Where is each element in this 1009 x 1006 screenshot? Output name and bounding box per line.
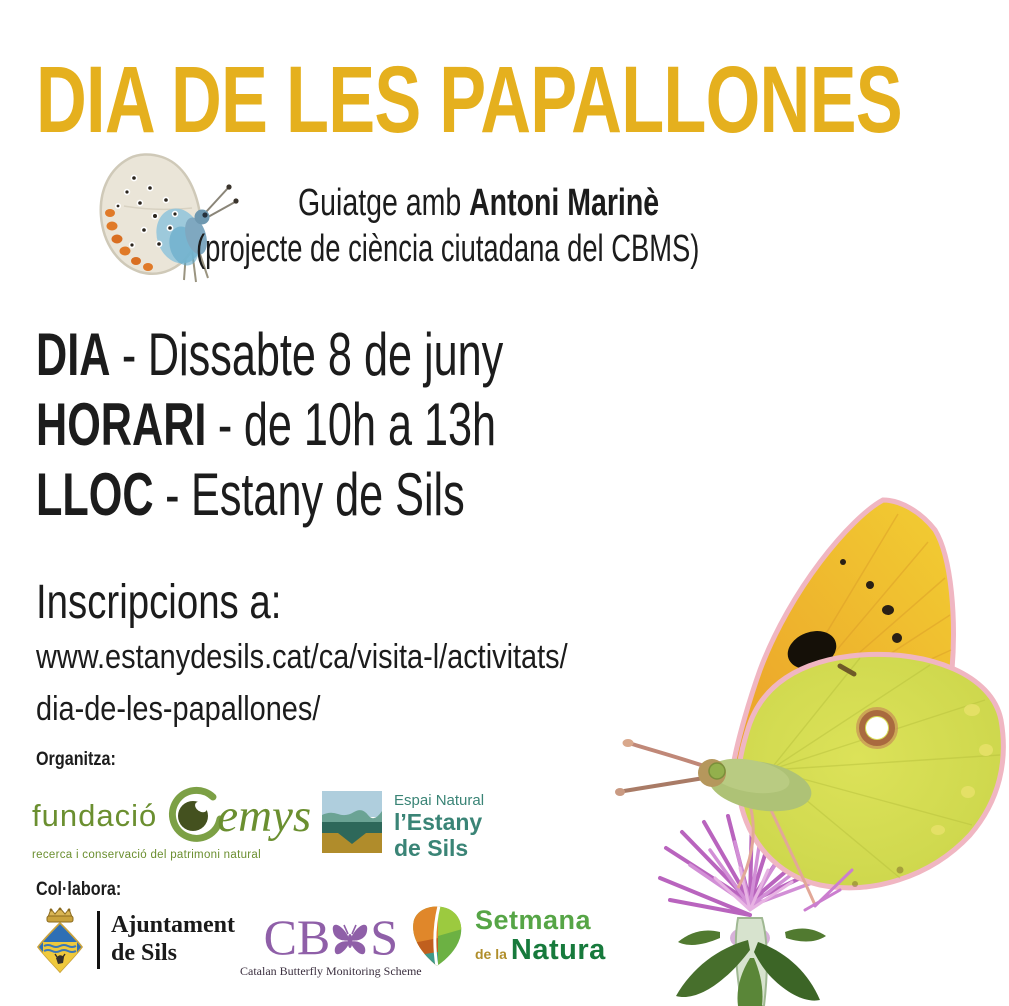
detail-separator: - (217, 391, 233, 458)
detail-row-lloc (36, 461, 685, 535)
logo-divider (97, 911, 100, 969)
detail-value: de 10h a 13h (243, 391, 497, 458)
sils-coat-of-arms-icon (34, 906, 86, 974)
emys-eye-icon (163, 786, 225, 846)
emys-tagline: recerca i conservació del patrimoni natural (32, 849, 261, 861)
common-blue-butterfly-icon (80, 150, 240, 300)
de-la-word: de la (475, 946, 507, 962)
ajuntament-line2: de Sils (111, 940, 178, 966)
estany-line1: Espai Natural (394, 792, 485, 809)
estany-landscape-icon (322, 791, 382, 853)
detail-separator: - (165, 461, 180, 528)
detail-value: Estany de Sils (191, 461, 465, 528)
detail-label: DIA (36, 321, 111, 388)
subtitle-guide (298, 184, 779, 222)
cbms-butterfly-icon (328, 918, 372, 960)
registration-url-line1: www.estanydesils.cat/ca/visita-l/activitats/ (36, 638, 568, 676)
detail-row-dia (36, 321, 685, 395)
subtitle-prefix: Guiatge amb (298, 182, 470, 224)
setmana-leaf-icon (408, 904, 466, 968)
detail-separator: - (121, 321, 137, 388)
page-title: DIA DE LES PAPALLONES (36, 47, 902, 153)
detail-value: Dissabte 8 de juny (147, 321, 504, 388)
cbms-suffix: S (370, 909, 399, 965)
event-details (36, 321, 685, 535)
detail-label: HORARI (36, 391, 207, 458)
estany-line2: l’Estany (394, 808, 483, 835)
detail-row-horari (36, 391, 685, 465)
cbms-prefix: CB (263, 909, 331, 965)
setmana-natura-logo (408, 904, 606, 968)
cbms-tagline: Catalan Butterfly Monitoring Scheme (240, 964, 422, 978)
collabora-label: Col·labora: (36, 879, 122, 900)
estany-de-sils-logo (322, 791, 484, 861)
natura-word: Natura (510, 934, 606, 966)
estany-line3: de Sils (394, 834, 469, 861)
ajuntament-line1: Ajuntament (111, 912, 235, 939)
setmana-word: Setmana (475, 905, 592, 935)
emys-wordmark: emys (217, 790, 312, 842)
detail-label: LLOC (36, 461, 154, 528)
cbms-logo (240, 909, 422, 979)
registration-url-line2: dia-de-les-papallones/ (36, 690, 321, 728)
subtitle-project: (projecte de ciència ciutadana del CBMS) (196, 228, 700, 270)
guide-name: Antoni Marinè (469, 182, 660, 224)
clouded-yellow-butterfly-on-thistle-icon (600, 470, 1009, 1006)
fundacio-emys-logo (32, 786, 311, 861)
fundacio-wordmark: fundació (32, 798, 158, 833)
ajuntament-de-sils-logo (34, 906, 235, 974)
inscriptions-heading: Inscripcions a: (36, 576, 282, 629)
organitza-label: Organitza: (36, 749, 116, 770)
